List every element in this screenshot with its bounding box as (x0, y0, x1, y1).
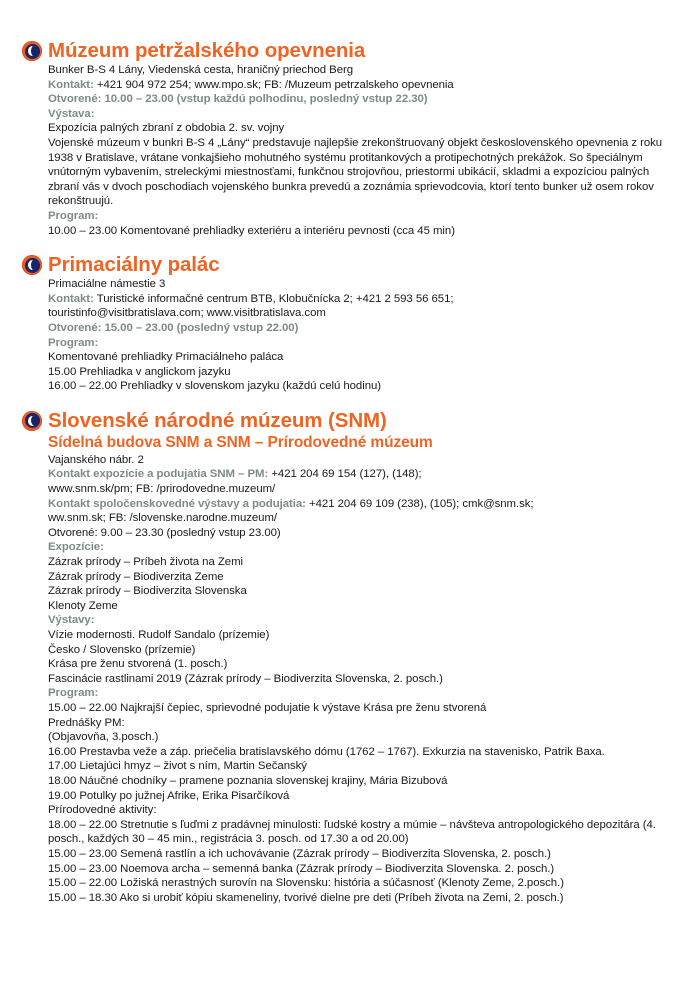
section-heading-program: Program: (48, 687, 99, 700)
venue-open-line (48, 321, 678, 336)
section-line: Fascinácie rastlinami 2019 (Zázrak prírody – Biodiverzita Slovenska, 2. posch.) (48, 672, 443, 685)
venue-address: Primaciálne námestie 3 (48, 278, 166, 291)
moon-disc (25, 258, 40, 273)
section-line: Krása pre ženu stvorená (1. posch.) (48, 658, 228, 671)
venue-address: Bunker B-S 4 Lány, Viedenská cesta, hraničný priechod Berg (48, 64, 354, 76)
section-line: 17.00 Lietajúci hmyz – život s ním, Martin Sečanský (48, 760, 307, 773)
venue-section-slovenske-narodne-muzeum (22, 408, 678, 905)
section-heading-program: Program: (48, 209, 99, 222)
section-line: 10.00 – 23.00 Komentované prehliadky exteriéru a interiéru pevnosti (cca 45 min) (48, 224, 455, 237)
venue-contact-line (48, 292, 678, 307)
tail-line: 15.00 – 22.00 Ložiská nerastných surovín na Slovensku: história a súčasnosť (Klenoty Zeme, 2.posch.) (48, 877, 564, 890)
section-line: 16.00 – 22.00 Prehliadky v slovenskom jazyku (každú celú hodinu) (48, 380, 382, 393)
moon-crescent-cut (31, 45, 40, 57)
section-line: 18.00 Náučné chodníky – pramene poznania slovenskej krajiny, Mária Bizubová (48, 774, 448, 787)
section-line: (Objavovňa, 3.posch.) (48, 731, 159, 744)
section-line: 16.00 Prestavba veže a záp. priečelia bratislavského dómu (1762 – 1767). Exkurzia na stavenisko, Patrik Baxa. (48, 745, 605, 758)
contact-label: Kontakt expozície a podujatia SNM – PM: (48, 468, 269, 481)
moon-disc (25, 413, 40, 428)
section-line: Zázrak prírody – Príbeh života na Zemi (48, 556, 243, 569)
venue-open-line: Otvorené: 9.00 – 23.30 (posledný vstup 23.00) (48, 526, 281, 539)
section-line: Zázrak prírody – Biodiverzita Zeme (48, 570, 224, 583)
open-label: Otvorené: (48, 321, 102, 334)
venue-subtitle: Sídelná budova SNM a SNM – Prírodovedné múzeum (48, 433, 433, 451)
section-line: Komentované prehliadky Primaciálneho paláca (48, 351, 284, 364)
venue-contact-line (48, 78, 678, 93)
section-line: 15.00 – 22.00 Najkrajší čepiec, sprievodné podujatie k výstave Krása pre ženu stvorená (48, 701, 487, 714)
section-line: Vízie modernosti. Rudolf Sandalo (prízemie) (48, 629, 270, 641)
moon-crescent-cut (31, 415, 40, 427)
venue-section-muzeum-petrzalskeho-opevnenia (22, 38, 678, 238)
section-line: Expozícia palných zbraní z obdobia 2. sv. vojny (48, 122, 285, 135)
open-value: 15.00 – 23.00 (posledný vstup 22.00) (104, 321, 299, 334)
section-heading-expozicie: Expozície: (48, 541, 104, 554)
section-line: Prírodovedné aktivity: (48, 804, 157, 817)
venue-title: Primaciálny palác (48, 253, 220, 277)
tail-line: 15.00 – 23.00 Semená rastlín a ich uchovávanie (Zázrak prírody – Biodiverzita Slovenska, 2. posch.) (48, 847, 551, 860)
section-heading-program: Program: (48, 336, 99, 349)
contact-value: Turistické informačné centrum BTB, Klobučnícka 2; +421 2 593 56 651; (96, 292, 454, 305)
venue-section-primacialny-palac (22, 252, 678, 394)
section-heading-vystavy: Výstavy: (48, 614, 95, 627)
moon-badge-icon (22, 411, 42, 431)
section-heading-vystava: Výstava: (48, 107, 95, 120)
section-line: 19.00 Potulky po južnej Afrike, Erika Pisarčíková (48, 789, 290, 802)
venue-address: Vajanského nábr. 2 (48, 453, 144, 466)
section-line: Prednášky PM: (48, 716, 125, 729)
moon-badge-icon (22, 41, 42, 61)
contact2-label: Kontakt spoločenskovedné výstavy a podujatia: (48, 497, 306, 510)
section-line: Zázrak prírody – Biodiverzita Slovenska (48, 585, 247, 598)
section-line: Česko / Slovensko (prízemie) (48, 643, 196, 656)
venue-contact2-line (48, 497, 678, 512)
section-line: Klenoty Zeme (48, 599, 118, 612)
contact-value: +421 904 972 254; www.mpo.sk; FB: /Muzeum petrzalskeho opevnenia (96, 78, 454, 91)
contact2-value: +421 204 69 109 (238), (105); cmk@snm.sk; (309, 497, 534, 510)
section-line: 15.00 Prehliadka v anglickom jazyku (48, 365, 231, 378)
venue-contact-line-2: www.snm.sk/pm; FB: /prirodovedne.muzeum/ (48, 483, 276, 496)
open-value: 10.00 – 23.00 (vstup každú polhodinu, posledný vstup 22.30) (104, 93, 428, 106)
moon-crescent-cut (31, 259, 40, 271)
tail-line: 15.00 – 23.00 Noemova archa – semenná banka (Zázrak prírody – Biodiverzita Slovenska. 2. posch.) (48, 862, 555, 875)
venue-contact-line (48, 467, 678, 482)
section-paragraph: Vojenské múzeum v bunkri B-S 4 „Lány“ predstavuje najlepšie zrekonštruovaný objekt československého opevnenia z roku 1938 v Bratislave, vrátane vonkajšieho mohutného systému protitankových a protipechotných prekážok. So špeciálnym vnútorným vybavením, streleckými miestnosťami, funkčnou strojovňou, priestormi ubikácií, skladmi a expozíciou palných zbraní vás v dvoch poschodiach vojenského bunkra prevedú a zoznámia sprievodcovia, ktorí tento bunker už osem rokov rekonštruujú. (48, 136, 663, 208)
venue-title: Múzeum petržalského opevnenia (48, 39, 366, 62)
contact-value: +421 204 69 154 (127), (148); (271, 468, 422, 481)
venue-title: Slovenské národné múzeum (SNM) (48, 408, 387, 432)
tail-paragraph: 18.00 – 22.00 Stretnutie s ľuďmi z pradávnej minulosti: ľudské kostry a múmie – návšteva antropologického depozitára (4. posch., každých 30 – 45 min., registrácia 3. posch. od 17.30 a od 20.00) (48, 818, 656, 846)
venue-contact-line-2: touristinfo@visitbratislava.com; www.visitbratislava.com (48, 307, 326, 320)
venue-open-line (48, 92, 678, 107)
contact-label: Kontakt: (48, 292, 94, 305)
open-label: Otvorené: (48, 93, 102, 106)
tail-line: 15.00 – 18.30 Ako si urobiť kópiu skameneliny, tvorivé dielne pre deti (Príbeh života na Zemi, 2. posch.) (48, 891, 564, 904)
moon-disc (25, 44, 40, 59)
venue-contact2-line-2: ww.snm.sk; FB: /slovenske.narodne.muzeum/ (48, 512, 278, 525)
moon-badge-icon (22, 255, 42, 275)
contact-label: Kontakt: (48, 78, 94, 91)
